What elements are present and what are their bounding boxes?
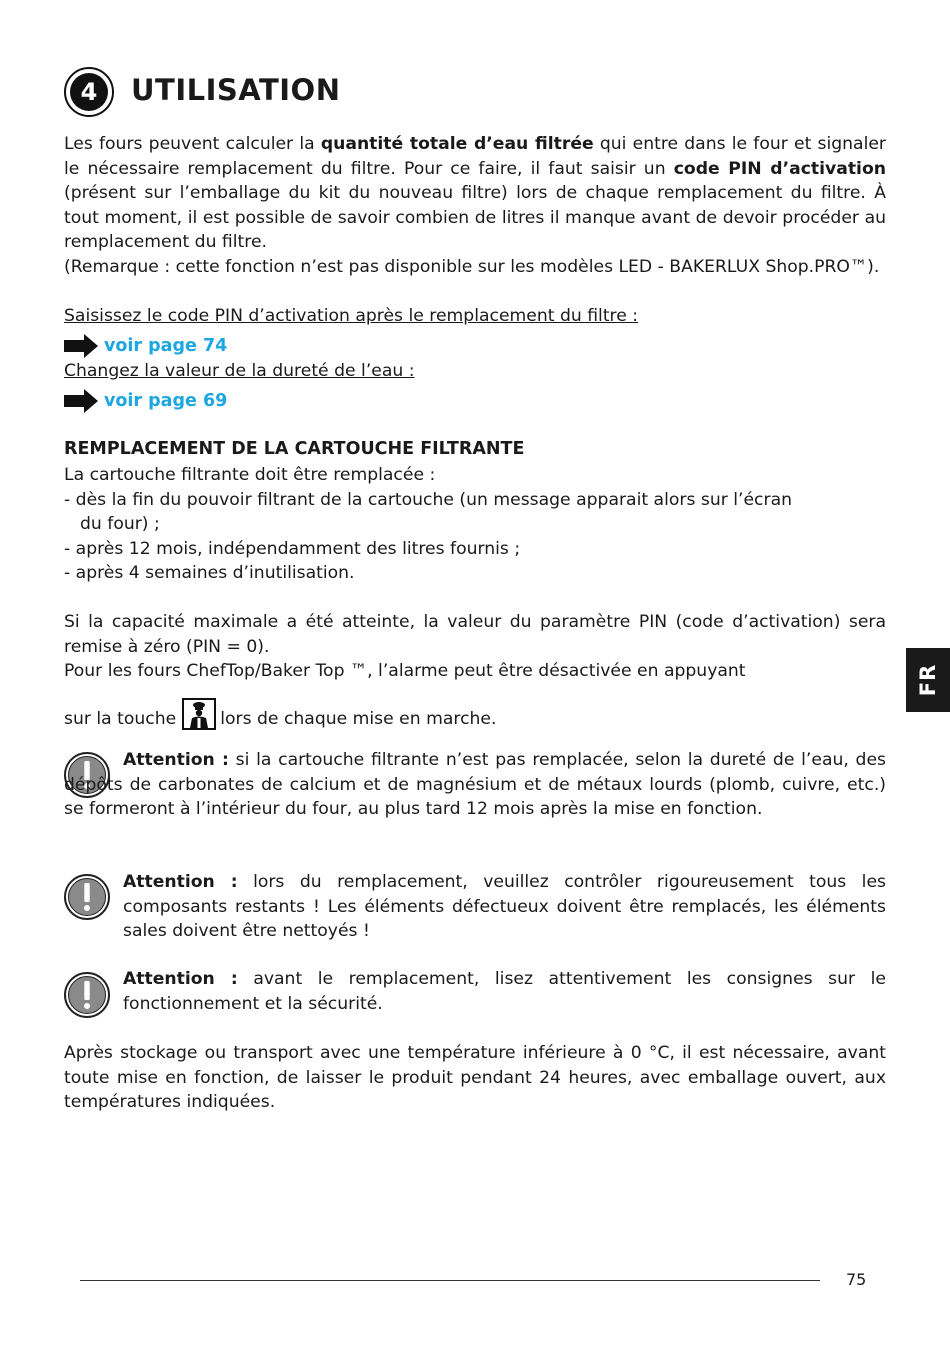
section-number: 4 <box>70 73 108 111</box>
arrow-right-icon <box>64 334 98 358</box>
page-number: 75 <box>846 1270 867 1289</box>
warning-label: Attention : <box>123 872 238 892</box>
page-link-74[interactable]: voir page 74 <box>104 336 228 356</box>
warning-label: Attention : <box>123 750 229 770</box>
alarm-text-a: sur la touche <box>64 709 177 729</box>
footer-divider <box>80 1280 820 1281</box>
warning-paragraph <box>64 748 886 822</box>
link-row-2[interactable] <box>64 388 227 414</box>
storage-paragraph: Après stockage ou transport avec une température inférieure à 0 °C, il est nécessaire, avant toute mise en fonction, de laisser le produit pendant 24 heures, avec emballage ouvert, aux températures indiquées. <box>64 1043 886 1113</box>
warning-paragraph <box>64 967 886 1016</box>
warning-label: Attention : <box>123 969 238 989</box>
list-item: du four) ; <box>80 514 160 534</box>
link-row-1[interactable] <box>64 333 227 359</box>
intro-note: (Remarque : cette fonction n’est pas disponible sur les modèles LED - BAKERLUX Shop.PRO™). <box>64 257 880 277</box>
page-title: UTILISATION <box>131 73 341 107</box>
warning-paragraph <box>64 870 886 944</box>
alarm-paragraph-line2 <box>64 698 886 732</box>
chef-key-icon <box>182 698 216 730</box>
list-item: - après 12 mois, indépendamment des litres fournis ; <box>64 539 521 559</box>
section-heading: REMPLACEMENT DE LA CARTOUCHE FILTRANTE <box>64 439 525 459</box>
intro-bold-2: code PIN d’activation <box>673 158 886 179</box>
language-tab-label: FR <box>916 663 940 697</box>
replacement-lead: La cartouche filtrante doit être remplacée : <box>64 465 436 485</box>
intro-bold-1: quantité totale d’eau filtrée <box>320 134 594 154</box>
intro-text-1: Les fours peuvent calculer la <box>64 134 321 154</box>
arrow-right-icon <box>64 389 98 413</box>
alarm-text-b: lors de chaque mise en marche. <box>220 709 497 729</box>
alarm-paragraph-line1: Pour les fours ChefTop/Baker Top ™, l’alarme peut être désactivée en appuyant <box>64 661 746 681</box>
warning-text: si la cartouche filtrante n’est pas remplacée, selon la dureté de l’eau, des dépôts de carbonates de calcium et de magnésium et de métaux lourds (plomb, cuivre, etc.) se formeront à l’intérieur du four, au plus tard 12 mois après la mise en fonction. <box>64 750 886 820</box>
pin-instruction: Saisissez le code PIN d’activation après le remplacement du filtre : <box>64 306 639 326</box>
capacity-paragraph: Si la capacité maximale a été atteinte, la valeur du paramètre PIN (code d’activation) sera remise à zéro (PIN = 0). <box>64 612 886 657</box>
intro-text-2: qui entre dans le four et signaler le nécessaire remplacement du filtre. Pour ce faire, il faut saisir un <box>64 134 886 179</box>
list-item: - après 4 semaines d’inutilisation. <box>64 563 355 583</box>
warning-text: avant le remplacement, lisez attentivement les consignes sur le fonctionnement et la sécurité. <box>123 969 887 1014</box>
section-number-badge <box>64 67 114 117</box>
language-tab <box>906 648 950 712</box>
warning-text: lors du remplacement, veuillez contrôler rigoureusement tous les composants restants ! Les éléments défectueux doivent être remplacés, les éléments sales doivent être nettoyés ! <box>123 872 886 942</box>
hardness-instruction: Changez la valeur de la dureté de l’eau : <box>64 361 415 381</box>
page-link-69[interactable]: voir page 69 <box>104 391 228 411</box>
list-item: - dès la fin du pouvoir filtrant de la cartouche (un message apparait alors sur l’écran <box>64 490 792 510</box>
intro-text-3: (présent sur l’emballage du kit du nouveau filtre) lors de chaque remplacement du filtre. À tout moment, il est possible de savoir combien de litres il manque avant de devoir procéder au remplacement du filtre. <box>64 183 886 253</box>
intro-paragraph <box>64 132 886 255</box>
